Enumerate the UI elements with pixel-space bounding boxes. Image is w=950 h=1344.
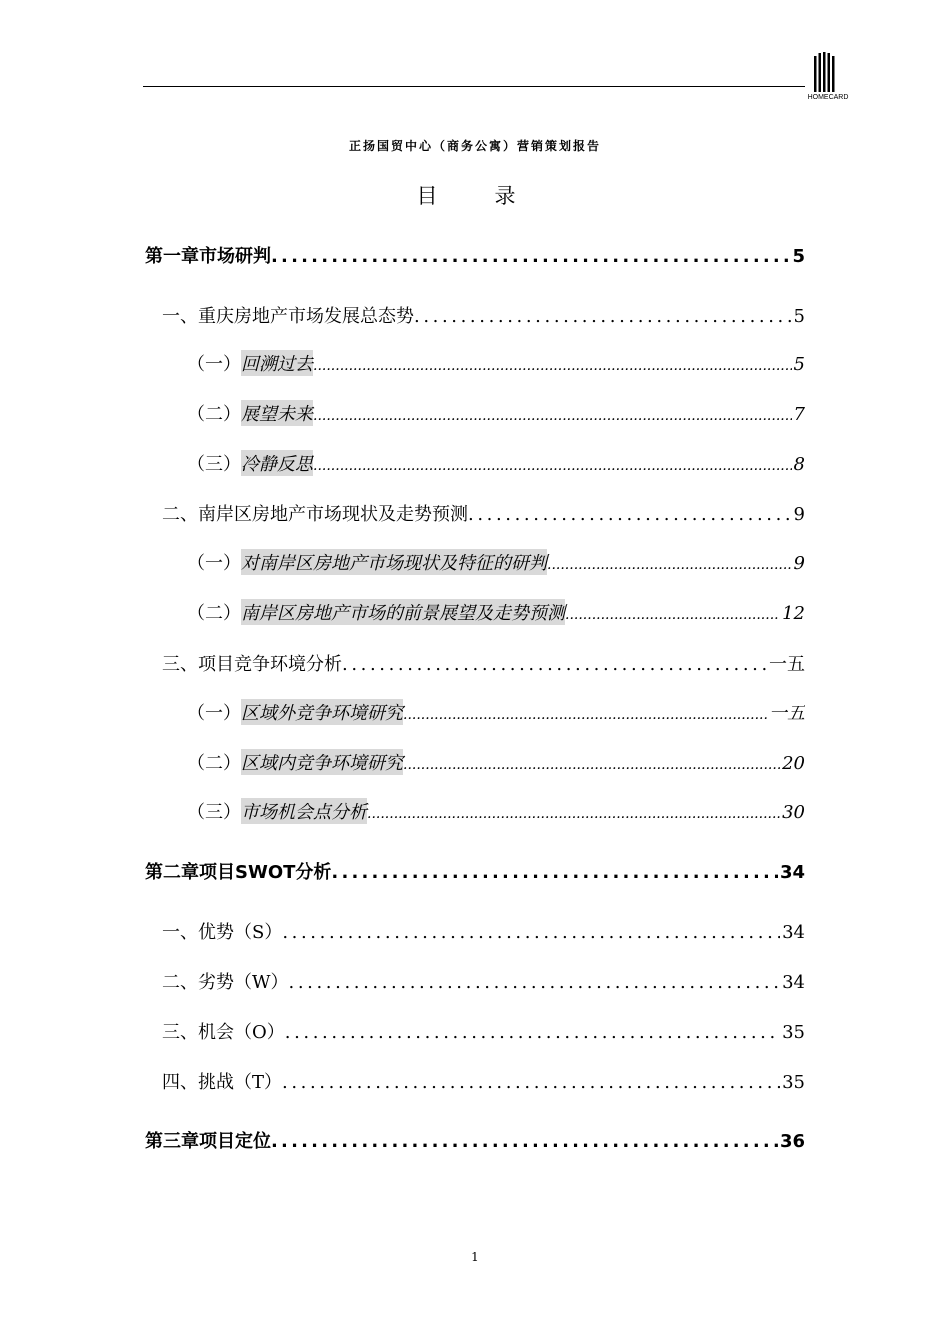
toc-dot-leader [289,972,781,993]
toc-dot-leader [367,806,780,822]
toc-entry-title: 展望未来 [241,400,313,426]
toc-dot-leader [403,757,780,773]
toc-entry-title: 区域外竞争环境研究 [241,699,403,725]
toc-entry-number: （一） [187,553,241,574]
toc-entry-page: 34 [782,922,805,943]
toc-entry-section-2-1[interactable] [162,918,805,944]
toc-entry-section-2-4[interactable] [162,1068,805,1094]
toc-entry-page: 34 [782,972,805,993]
toc-entry-title: 冷静反思 [241,450,313,476]
toc-entry-chapter-1[interactable] [145,242,805,268]
toc-entry-title: 重庆房地产市场发展总态势 [198,306,414,327]
toc-entry-number: （二） [187,404,241,425]
toc-dot-leader [342,654,767,675]
toc-entry-page: 30 [782,802,805,823]
toc-entry-page: 一五 [769,654,805,675]
toc-dot-leader [331,862,778,883]
toc-entry-subsection-1-2-2[interactable] [187,599,805,625]
toc-entry-number: （一） [187,354,241,375]
toc-entry-title: 劣势（W） [198,972,289,993]
toc-entry-number: 三、 [162,1022,198,1043]
toc-entry-page: 5 [793,306,805,327]
toc-entry-page: 7 [793,404,805,425]
toc-entry-title: 区域内竞争环境研究 [241,749,403,775]
toc-dot-leader [565,607,780,623]
toc-dot-leader [313,458,792,474]
toc-dot-leader [285,1022,780,1043]
toc-entry-title: 项目定位 [199,1131,271,1152]
toc-entry-title: 南岸区房地产市场现状及走势预测 [198,504,468,525]
toc-entry-subsection-1-1-3[interactable] [187,450,805,476]
toc-dot-leader [313,408,792,424]
toc-entry-title: 项目SWOT分析 [199,862,332,883]
header-rule [143,86,805,87]
toc-entry-section-1-2[interactable] [162,500,805,526]
toc-entry-page: 8 [793,454,805,475]
toc-dot-leader [468,504,792,525]
toc-entry-section-2-2[interactable] [162,968,805,994]
toc-entry-page: 一五 [769,703,805,724]
toc-entry-chapter-3[interactable] [145,1127,805,1153]
toc-entry-page: 34 [779,862,805,883]
toc-entry-number: 二、 [162,972,198,993]
toc-entry-page: 9 [793,553,805,574]
toc-entry-subsection-1-1-2[interactable] [187,400,805,426]
page-number: 1 [471,1250,479,1264]
toc-entry-title: 回溯过去 [241,350,313,376]
toc-entry-subsection-1-2-1[interactable] [187,549,805,575]
toc-entry-title: 南岸区房地产市场的前景展望及走势预测 [241,599,565,625]
toc-entry-title: 对南岸区房地产市场现状及特征的研判 [241,549,547,575]
document-title: 正扬国贸中心（商务公寓）营销策划报告 [348,139,601,153]
toc-heading: 目 录 [416,184,534,208]
toc-entry-section-1-1[interactable] [162,302,805,328]
toc-entry-number: 第一章 [145,246,199,267]
toc-entry-title: 市场研判 [199,246,271,267]
toc-entry-section-1-3[interactable] [162,650,805,676]
toc-entry-page: 5 [793,354,805,375]
toc-entry-page: 20 [782,753,805,774]
toc-dot-leader [313,358,792,374]
toc-entry-number: 二、 [162,504,198,525]
toc-entry-number: 四、 [162,1072,198,1093]
toc-entry-chapter-2[interactable] [145,858,805,884]
toc-entry-number: （一） [187,703,241,724]
toc-dot-leader [271,1131,778,1152]
toc-entry-number: （三） [187,454,241,475]
toc-entry-subsection-1-1-1[interactable] [187,350,805,376]
toc-entry-number: 一、 [162,306,198,327]
toc-entry-number: 第三章 [145,1131,199,1152]
toc-entry-subsection-1-3-3[interactable] [187,798,805,824]
toc-dot-leader [282,1072,780,1093]
toc-entry-subsection-1-3-2[interactable] [187,749,805,775]
toc-entry-number: 一、 [162,922,198,943]
toc-entry-page: 35 [782,1072,805,1093]
toc-entry-number: （三） [187,802,241,823]
toc-dot-leader [403,707,767,723]
toc-entry-title: 项目竞争环境分析 [198,654,342,675]
toc-entry-title: 优势（S） [198,922,283,943]
toc-entry-number: 第二章 [145,862,199,883]
toc-entry-page: 12 [782,603,805,624]
toc-dot-leader [282,922,780,943]
toc-entry-subsection-1-3-1[interactable] [187,699,805,725]
toc-entry-section-2-3[interactable] [162,1018,805,1044]
toc-dot-leader [547,557,792,573]
toc-entry-number: 三、 [162,654,198,675]
toc-entry-title: 机会（O） [198,1022,285,1043]
toc-entry-page: 35 [782,1022,805,1043]
toc-entry-title: 挑战（T） [198,1072,283,1093]
toc-entry-page: 36 [779,1131,805,1152]
toc-dot-leader [271,246,790,267]
building-bars-icon [812,52,838,92]
toc-entry-title: 市场机会点分析 [241,798,367,824]
homecard-logo [808,52,848,106]
toc-entry-page: 9 [793,504,805,525]
logo-text: HOMECARD [807,94,849,101]
toc-entry-number: （二） [187,603,241,624]
toc-entry-page: 5 [792,246,805,267]
toc-dot-leader [414,306,792,327]
toc-entry-number: （二） [187,753,241,774]
